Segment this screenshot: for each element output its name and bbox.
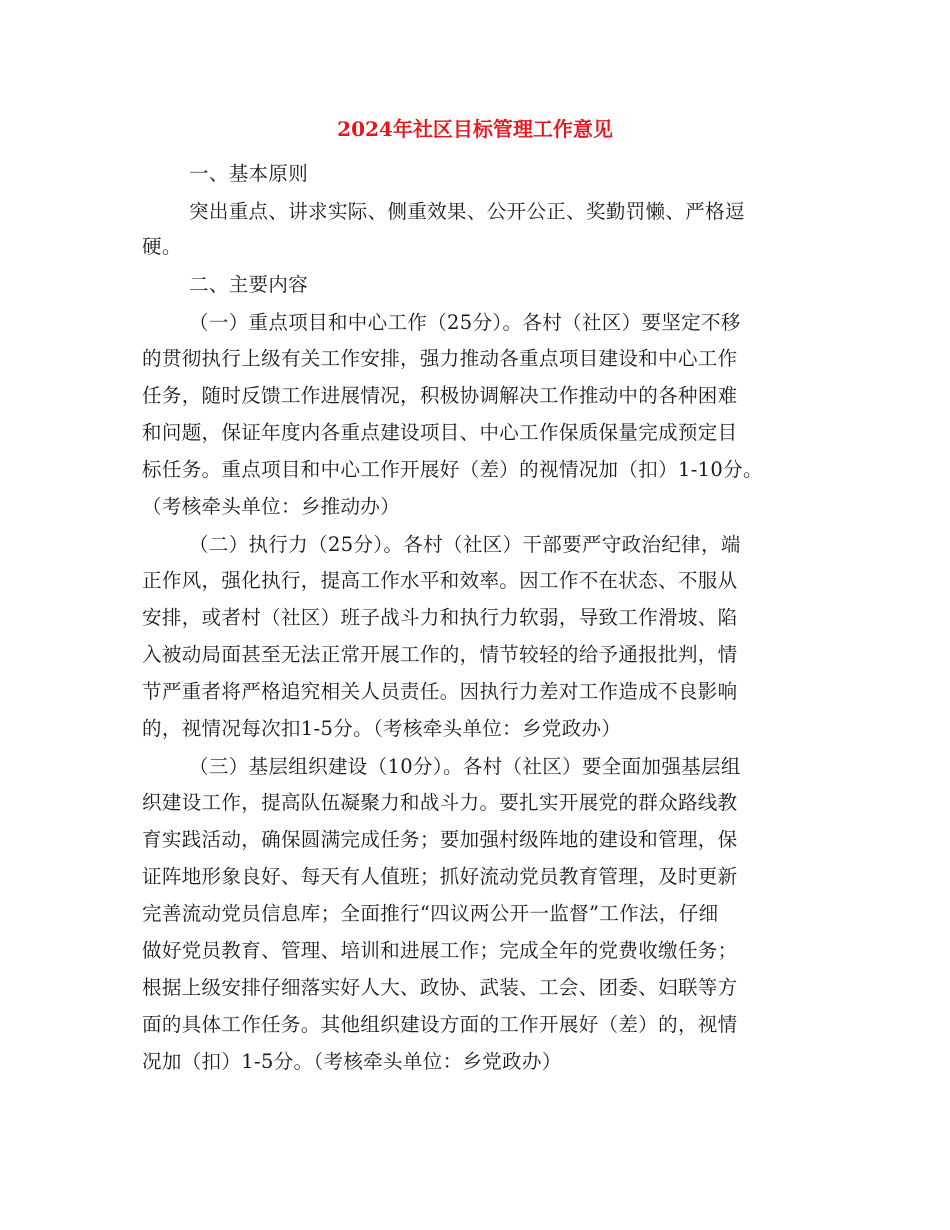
paragraph-line: 证阵地形象良好、每天有人值班；抓好流动党员教育管理，及时更新 (142, 865, 738, 888)
paragraph-line: 完善流动党员信息库；全面推行“四议两公开一监督”工作法，仔细 (142, 902, 719, 925)
section-heading-main-content: 二、主要内容 (189, 273, 309, 296)
paragraph-line: 况加（扣）1-5分。（考核牵头单位：乡党政办） (142, 1050, 562, 1073)
paragraph-line: 标任务。重点项目和中心工作开展好（差）的视情况加（扣）1-10分。 (142, 458, 763, 481)
paragraph-line: 正作风，强化执行，提高工作水平和效率。因工作不在状态、不服从 (142, 569, 738, 592)
paragraph-line: （二）执行力（25分）。各村（社区）干部要严守政治纪律，端 (189, 533, 741, 556)
section-heading-basic-principles: 一、基本原则 (189, 162, 309, 185)
paragraph-line: 的，视情况每次扣1-5分。（考核牵头单位：乡党政办） (142, 717, 622, 740)
paragraph-line: 入被动局面甚至无法正常开展工作的，情节较轻的给予通报批判，情 (142, 643, 738, 666)
paragraph-line: 做好党员教育、管理、培训和进展工作；完成全年的党费收缴任务； (142, 939, 738, 962)
paragraph-line: 硬。 (142, 235, 182, 258)
paragraph-line: 的贯彻执行上级有关工作安排，强力推动各重点项目建设和中心工作 (142, 347, 738, 370)
paragraph-line: 织建设工作，提高队伍凝聚力和战斗力。要扎实开展党的群众路线教 (142, 791, 738, 814)
paragraph-line: 节严重者将严格追究相关人员责任。因执行力差对工作造成不良影响 (142, 680, 738, 703)
paragraph-line: 面的具体工作任务。其他组织建设方面的工作开展好（差）的，视情 (142, 1013, 738, 1036)
paragraph-line: 任务，随时反馈工作进展情况，积极协调解决工作推动中的各种困难 (142, 384, 738, 407)
paragraph-line: （考核牵头单位：乡推动办） (142, 495, 401, 518)
paragraph-line: （一）重点项目和中心工作（25分）。各村（社区）要坚定不移 (189, 311, 741, 334)
paragraph-line: 突出重点、讲求实际、侧重效果、公开公正、奖勤罚懒、严格逗 (189, 200, 745, 223)
paragraph-line: （三）基层组织建设（10分）。各村（社区）要全面加强基层组 (189, 755, 741, 778)
paragraph-line: 育实践活动，确保圆满完成任务；要加强村级阵地的建设和管理，保 (142, 828, 738, 851)
document-title: 2024年社区目标管理工作意见 (337, 117, 613, 141)
paragraph-line: 根据上级安排仔细落实好人大、政协、武装、工会、团委、妇联等方 (142, 976, 738, 999)
paragraph-line: 和问题，保证年度内各重点建设项目、中心工作保质保量完成预定目 (142, 421, 738, 444)
paragraph-line: 安排，或者村（社区）班子战斗力和执行力软弱，导致工作滑坡、陷 (142, 606, 738, 629)
